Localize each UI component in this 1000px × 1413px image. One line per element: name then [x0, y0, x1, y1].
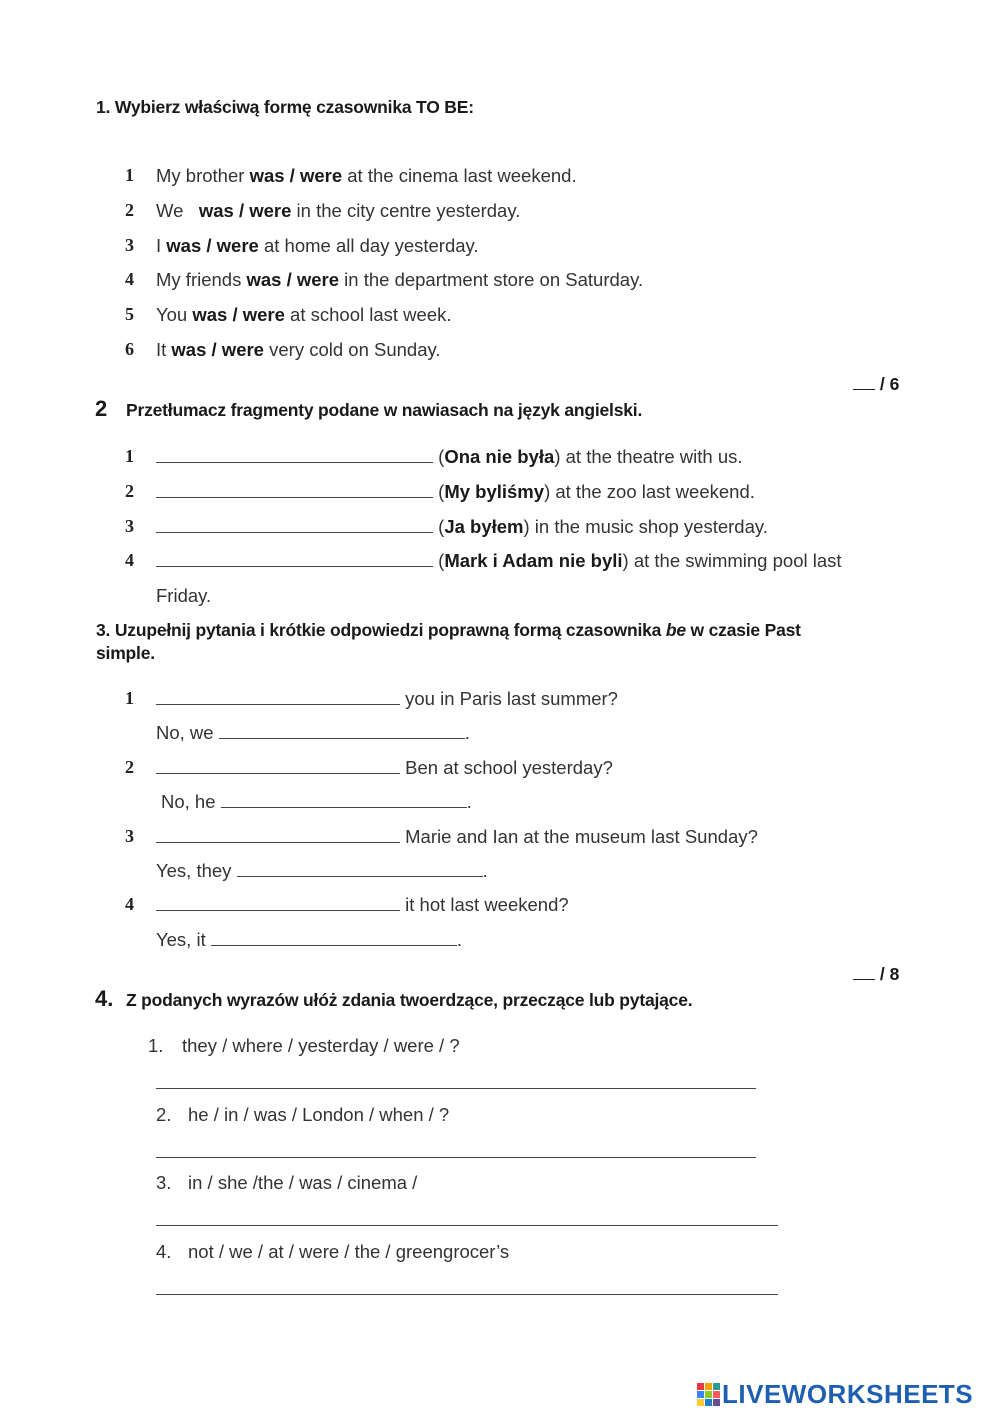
list-item — [125, 446, 134, 467]
answer-text: No, we — [156, 722, 219, 743]
answer-blank[interactable] — [156, 446, 433, 463]
answer-line[interactable] — [156, 1294, 778, 1295]
list-item-text — [156, 516, 768, 538]
question-text: you in Paris last summer? — [400, 688, 618, 709]
choice-option[interactable]: was / were — [246, 269, 340, 290]
list-item — [125, 688, 134, 709]
question-text: Marie and Ian at the museum last Sunday? — [400, 826, 758, 847]
answer-blank[interactable] — [219, 722, 465, 739]
item-number: 2 — [125, 200, 134, 220]
item-number: 4 — [125, 269, 134, 289]
answer-line[interactable] — [156, 1157, 756, 1158]
answer-line[interactable] — [156, 1225, 778, 1226]
list-item-text: not / we / at / were / the / greengrocer’s — [188, 1241, 510, 1262]
answer-line[interactable] — [156, 1088, 756, 1089]
score-box — [853, 374, 899, 395]
answer-text: Yes, they — [156, 860, 237, 881]
item-text: in the department store on Saturday. — [339, 269, 644, 290]
answer-text: Yes, it — [156, 929, 211, 950]
list-item-number: 1. — [148, 1035, 164, 1056]
item-text: at the cinema last weekend. — [347, 165, 577, 186]
item-text: It — [156, 339, 172, 360]
logo-grid-icon — [697, 1383, 720, 1406]
choice-option[interactable]: was / were — [166, 235, 259, 256]
list-item-text — [156, 339, 441, 361]
item-number: 4 — [125, 550, 134, 570]
answer-blank[interactable] — [237, 860, 483, 877]
item-text: My friends — [156, 269, 247, 290]
prompt-text: My byliśmy — [444, 481, 545, 502]
question-line — [156, 894, 569, 916]
item-text: We — [156, 200, 189, 221]
item-number: 2 — [125, 757, 134, 777]
list-item — [125, 826, 134, 847]
list-item-text — [156, 269, 643, 291]
answer-line — [161, 791, 472, 813]
question-text: it hot last weekend? — [400, 894, 569, 915]
answer-blank[interactable] — [156, 757, 400, 774]
logo-cell — [705, 1383, 712, 1390]
list-item-text: they / where / yesterday / were / ? — [182, 1035, 460, 1056]
item-text: You — [156, 304, 193, 325]
question-line — [156, 826, 758, 848]
item-text: in the city centre yesterday. — [296, 200, 521, 221]
item-text: ( — [433, 446, 445, 467]
list-item — [125, 200, 134, 221]
list-item-text: in / she /the / was / cinema / — [188, 1172, 418, 1193]
list-item — [125, 165, 134, 186]
answer-line — [156, 722, 470, 744]
item-text: at home all day yesterday. — [263, 235, 479, 256]
list-item-number: 3. — [156, 1172, 172, 1193]
score-blank[interactable] — [853, 375, 875, 390]
item-number: 3 — [125, 516, 134, 536]
answer-blank[interactable] — [156, 481, 433, 498]
exercise-1-heading: 1. Wybierz właściwą formę czasownika TO BE: — [96, 97, 474, 117]
end-punct: . — [464, 722, 470, 743]
list-item — [125, 235, 134, 256]
list-item — [125, 269, 134, 290]
item-text: very cold on Sunday. — [263, 339, 441, 360]
answer-blank[interactable] — [156, 516, 433, 533]
logo-cell — [713, 1391, 720, 1398]
exercise-2-heading: Przetłumacz fragmenty podane w nawiasach na język angielski. — [126, 400, 643, 420]
list-item — [125, 516, 134, 537]
list-item — [125, 339, 134, 360]
choice-option[interactable]: was / were — [192, 304, 285, 325]
logo-cell — [713, 1383, 720, 1390]
exercise-4-number: 4. — [95, 986, 114, 1011]
list-item — [125, 550, 134, 571]
list-item-text: he / in / was / London / when / ? — [188, 1104, 450, 1125]
prompt-text: Ja byłem — [444, 516, 524, 537]
answer-blank[interactable] — [156, 826, 400, 843]
list-item-text — [156, 304, 452, 326]
item-text: at school last week. — [284, 304, 452, 325]
answer-blank[interactable] — [156, 894, 400, 911]
logo-text: LIVEWORKSHEETS — [722, 1378, 974, 1409]
list-item-number: 2. — [156, 1104, 172, 1125]
item-text: ) at the theatre with us. — [554, 446, 743, 467]
list-item-text — [156, 446, 743, 468]
choice-option[interactable]: was / were — [249, 165, 343, 186]
item-number: 5 — [125, 304, 134, 324]
list-item — [125, 757, 134, 778]
item-number: 3 — [125, 235, 134, 255]
answer-blank[interactable] — [156, 688, 400, 705]
answer-blank[interactable] — [156, 550, 433, 567]
item-text: ( — [433, 481, 445, 502]
end-punct: . — [482, 860, 488, 881]
answer-line — [156, 929, 462, 951]
logo-cell — [697, 1391, 704, 1398]
score-blank[interactable] — [853, 965, 875, 980]
item-number: 4 — [125, 894, 134, 914]
item-number: 1 — [125, 688, 134, 708]
answer-blank[interactable] — [221, 791, 467, 808]
score-box — [853, 964, 899, 985]
question-line — [156, 688, 618, 710]
item-number: 3 — [125, 826, 134, 846]
exercise-3-heading — [96, 620, 801, 641]
list-item-text — [156, 481, 755, 503]
prompt-text: Mark i Adam nie byli — [444, 550, 623, 571]
item-text: ) at the swimming pool last — [622, 550, 842, 571]
list-item-text — [156, 550, 842, 572]
choice-option[interactable]: was / were — [198, 200, 292, 221]
list-item-text — [156, 200, 520, 222]
heading-text: 3. Uzupełnij pytania i krótkie odpowiedzi poprawną formą czasownika — [96, 620, 666, 640]
answer-line — [156, 860, 488, 882]
logo-cell — [705, 1391, 712, 1398]
score-total: / 6 — [879, 374, 900, 394]
item-text: ) at the zoo last weekend. — [544, 481, 755, 502]
score-total: / 8 — [879, 964, 900, 984]
exercise-4-heading: Z podanych wyrazów ułóż zdania twoerdzące, przeczące lub pytające. — [126, 990, 693, 1010]
item-text: ( — [433, 516, 445, 537]
end-punct: . — [466, 791, 472, 812]
item-number: 2 — [125, 481, 134, 501]
heading-italic: be — [665, 620, 686, 640]
item-number: 1 — [125, 165, 134, 185]
question-line — [156, 757, 613, 779]
list-item-text — [156, 165, 577, 187]
item-text: My brother — [156, 165, 250, 186]
prompt-text: Ona nie była — [444, 446, 555, 467]
exercise-3-heading-line2: simple. — [96, 643, 155, 663]
list-item-number: 4. — [156, 1241, 172, 1262]
choice-option[interactable]: was / were — [171, 339, 264, 360]
end-punct: . — [456, 929, 462, 950]
item-text: ( — [433, 550, 445, 571]
logo-cell — [697, 1383, 704, 1390]
item-continuation: Friday. — [156, 585, 212, 606]
liveworksheets-logo — [697, 1377, 973, 1411]
exercise-2-number: 2 — [95, 396, 108, 421]
answer-text: No, he — [161, 791, 221, 812]
item-number: 6 — [125, 339, 134, 359]
list-item — [125, 894, 134, 915]
answer-blank[interactable] — [211, 929, 457, 946]
list-item-text — [156, 235, 479, 257]
list-item — [125, 304, 134, 325]
heading-text: w czasie Past — [685, 620, 801, 640]
logo-cell — [713, 1399, 720, 1406]
question-text: Ben at school yesterday? — [400, 757, 613, 778]
logo-cell — [697, 1399, 704, 1406]
list-item — [125, 481, 134, 502]
item-number: 1 — [125, 446, 134, 466]
logo-cell — [705, 1399, 712, 1406]
item-text: I — [156, 235, 167, 256]
item-text: ) in the music shop yesterday. — [523, 516, 768, 537]
